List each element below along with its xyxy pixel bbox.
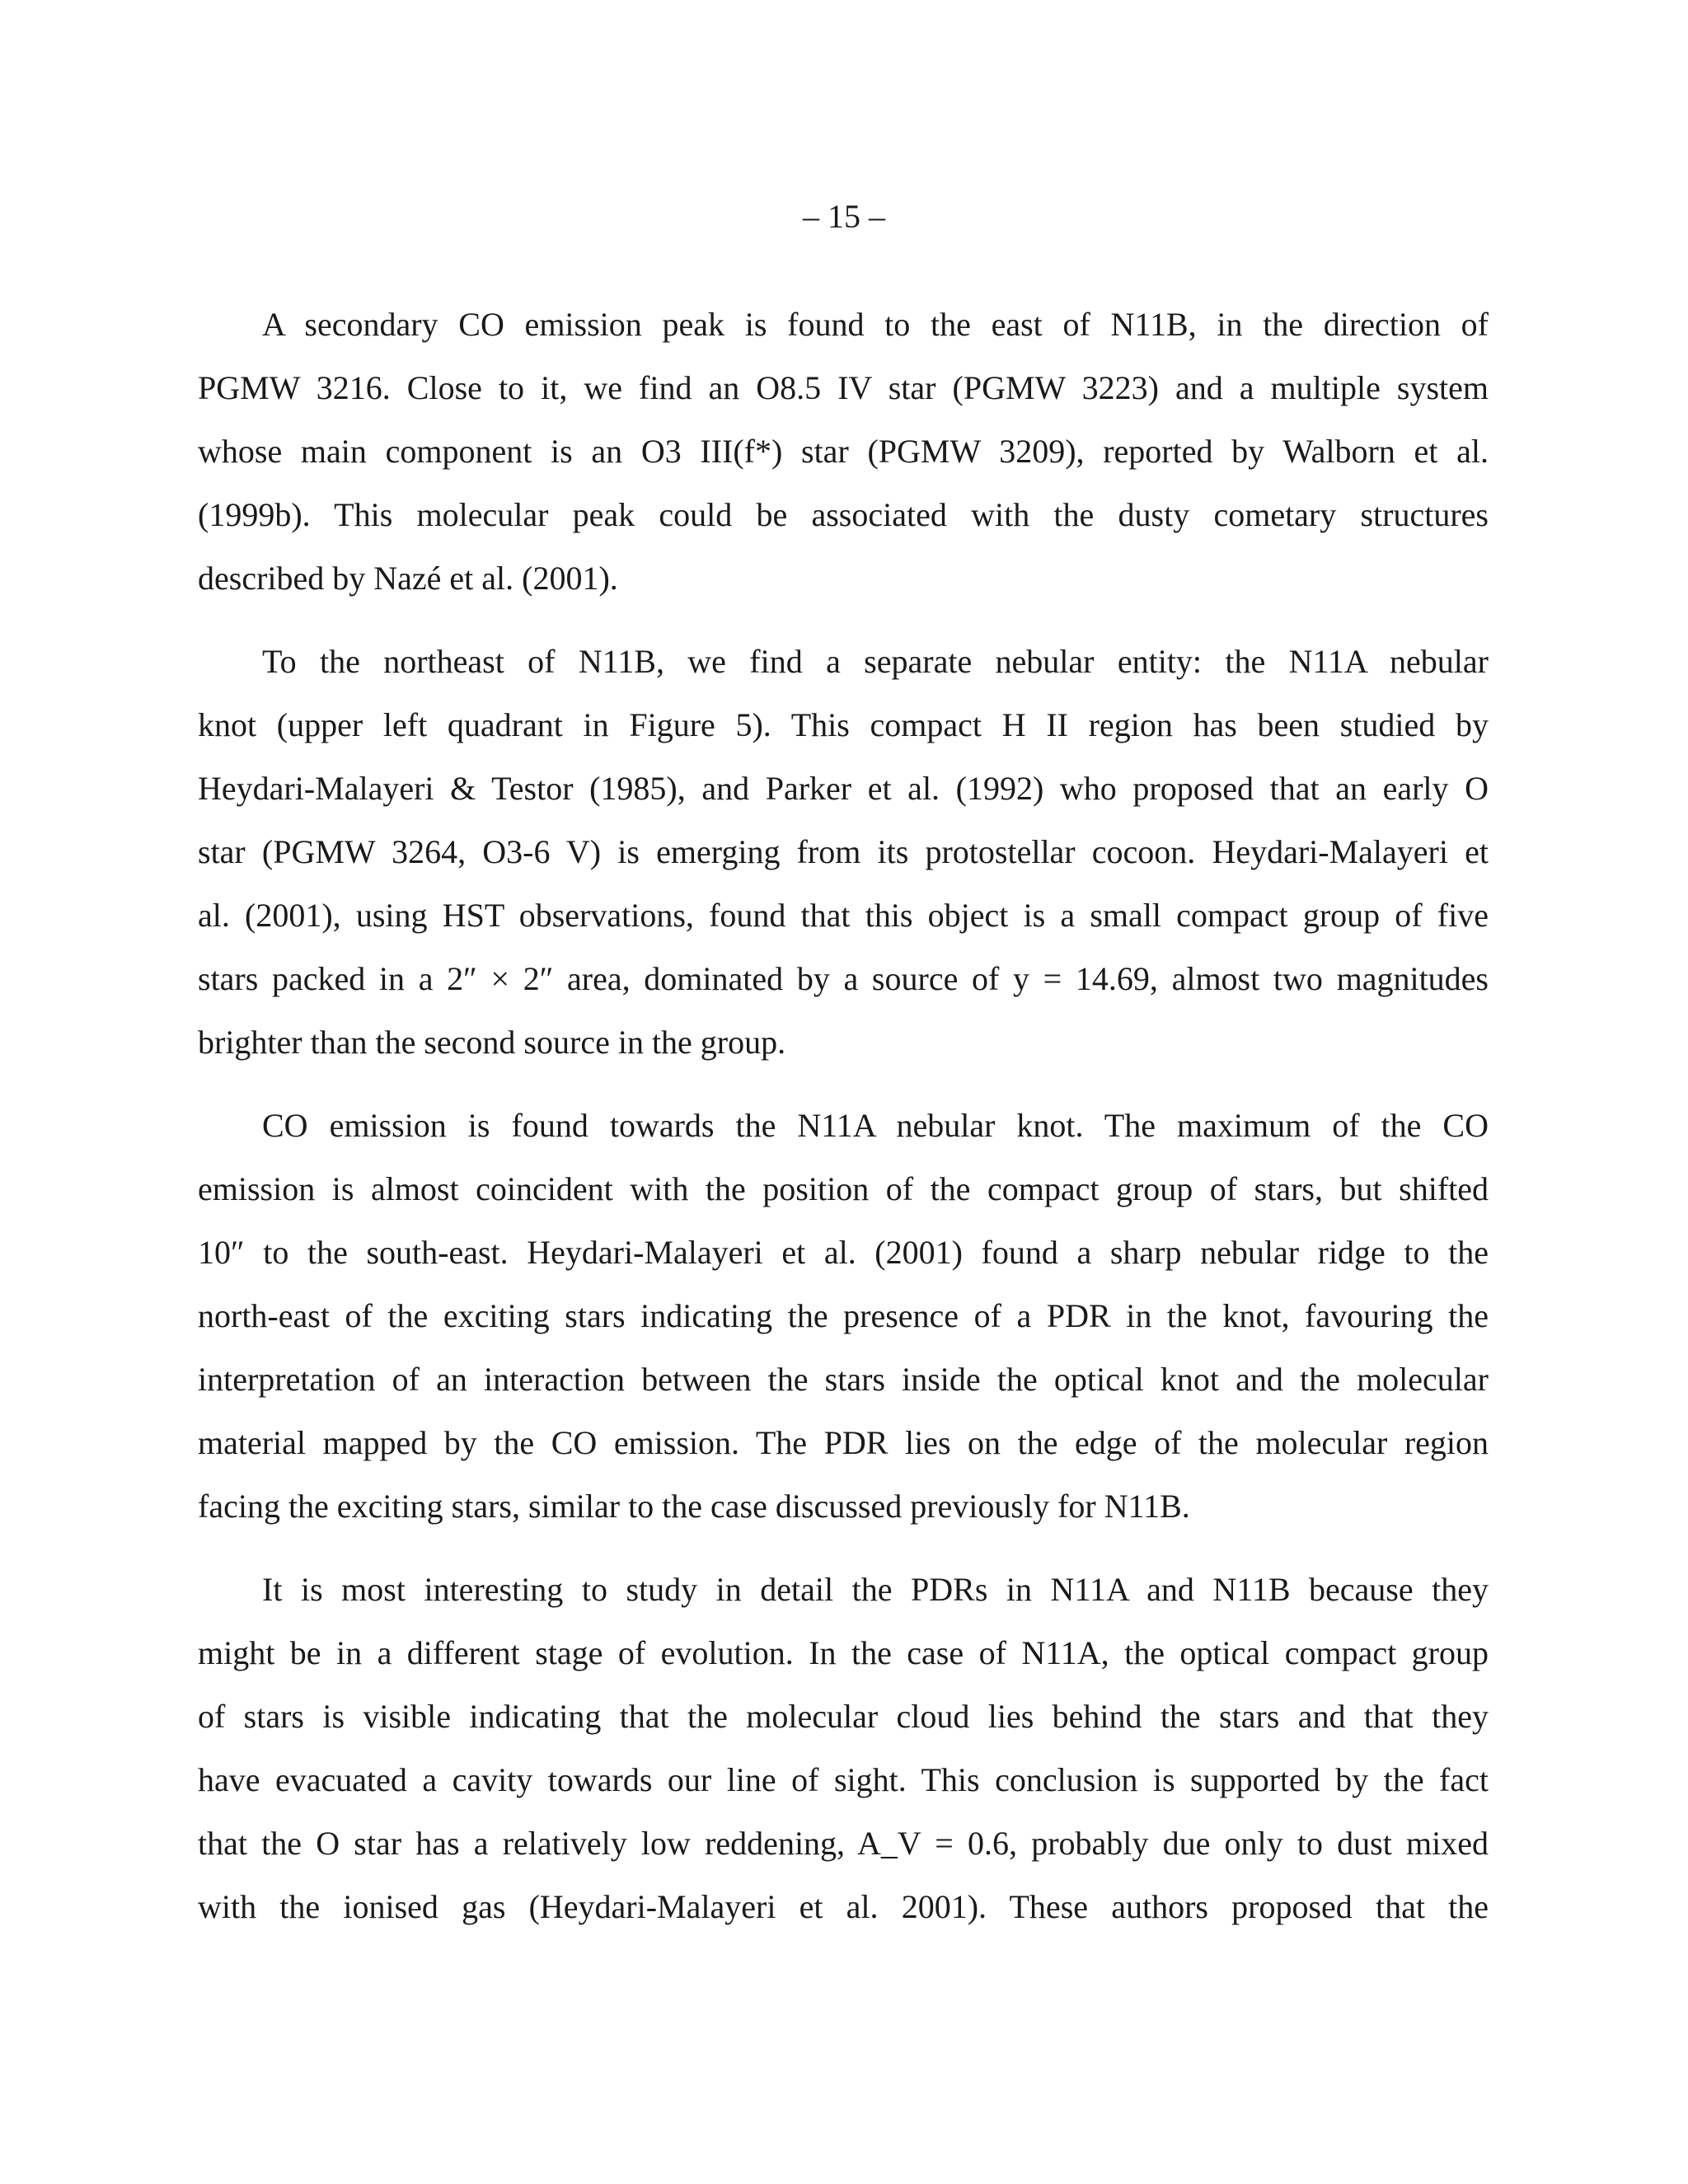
text-line: stars packed in a 2″ × 2″ area, dominated by a source of y = 14.69, almost two magnitudes — [198, 960, 1489, 997]
text-line: Heydari-Malayeri & Testor (1985), and Parker et al. (1992) who proposed that an early O — [198, 770, 1489, 807]
text-line: facing the exciting stars, similar to the case discussed previously for N11B. — [198, 1488, 1190, 1525]
paragraph-1 — [198, 293, 1489, 610]
text-line: described by Nazé et al. (2001). — [198, 560, 618, 597]
text-line: (1999b). This molecular peak could be associated with the dusty cometary structures — [198, 496, 1489, 533]
page-number: – 15 – — [803, 198, 885, 235]
text-line: whose main component is an O3 III(f*) star (PGMW 3209), reported by Walborn et al. — [198, 433, 1489, 470]
paragraph-4 — [198, 1558, 1489, 1938]
text-line: of stars is visible indicating that the molecular cloud lies behind the stars and that they — [198, 1698, 1489, 1735]
text-line: star (PGMW 3264, O3-6 V) is emerging from its protostellar cocoon. Heydari-Malayeri et — [198, 833, 1489, 870]
text-line: To the northeast of N11B, we find a separate nebular entity: the N11A nebular — [262, 643, 1489, 680]
paragraph-2 — [198, 630, 1489, 1074]
text-line: CO emission is found towards the N11A nebular knot. The maximum of the CO — [262, 1107, 1489, 1144]
body-text — [198, 293, 1489, 1958]
text-line: It is most interesting to study in detail the PDRs in N11A and N11B because they — [262, 1571, 1489, 1608]
text-line: have evacuated a cavity towards our line of sight. This conclusion is supported by the fact — [198, 1761, 1489, 1798]
text-line: al. (2001), using HST observations, found that this object is a small compact group of five — [198, 897, 1489, 934]
text-line: A secondary CO emission peak is found to the east of N11B, in the direction of — [262, 306, 1489, 343]
paragraph-3 — [198, 1094, 1489, 1538]
text-line: 10″ to the south-east. Heydari-Malayeri et al. (2001) found a sharp nebular ridge to the — [198, 1234, 1489, 1271]
text-line: that the O star has a relatively low reddening, A_V = 0.6, probably due only to dust mixed — [198, 1825, 1489, 1862]
text-line: with the ionised gas (Heydari-Malayeri et al. 2001). These authors proposed that the — [198, 1888, 1489, 1925]
text-line: brighter than the second source in the group. — [198, 1024, 786, 1061]
text-line: knot (upper left quadrant in Figure 5). This compact H II region has been studied by — [198, 706, 1489, 743]
text-line: material mapped by the CO emission. The PDR lies on the edge of the molecular region — [198, 1424, 1489, 1461]
text-line: PGMW 3216. Close to it, we find an O8.5 IV star (PGMW 3223) and a multiple system — [198, 369, 1489, 406]
text-line: emission is almost coincident with the position of the compact group of stars, but shifted — [198, 1170, 1489, 1207]
text-line: might be in a different stage of evolution. In the case of N11A, the optical compact group — [198, 1634, 1489, 1671]
text-line: north-east of the exciting stars indicating the presence of a PDR in the knot, favouring the — [198, 1297, 1489, 1334]
text-line: interpretation of an interaction between the stars inside the optical knot and the molecular — [198, 1361, 1489, 1398]
